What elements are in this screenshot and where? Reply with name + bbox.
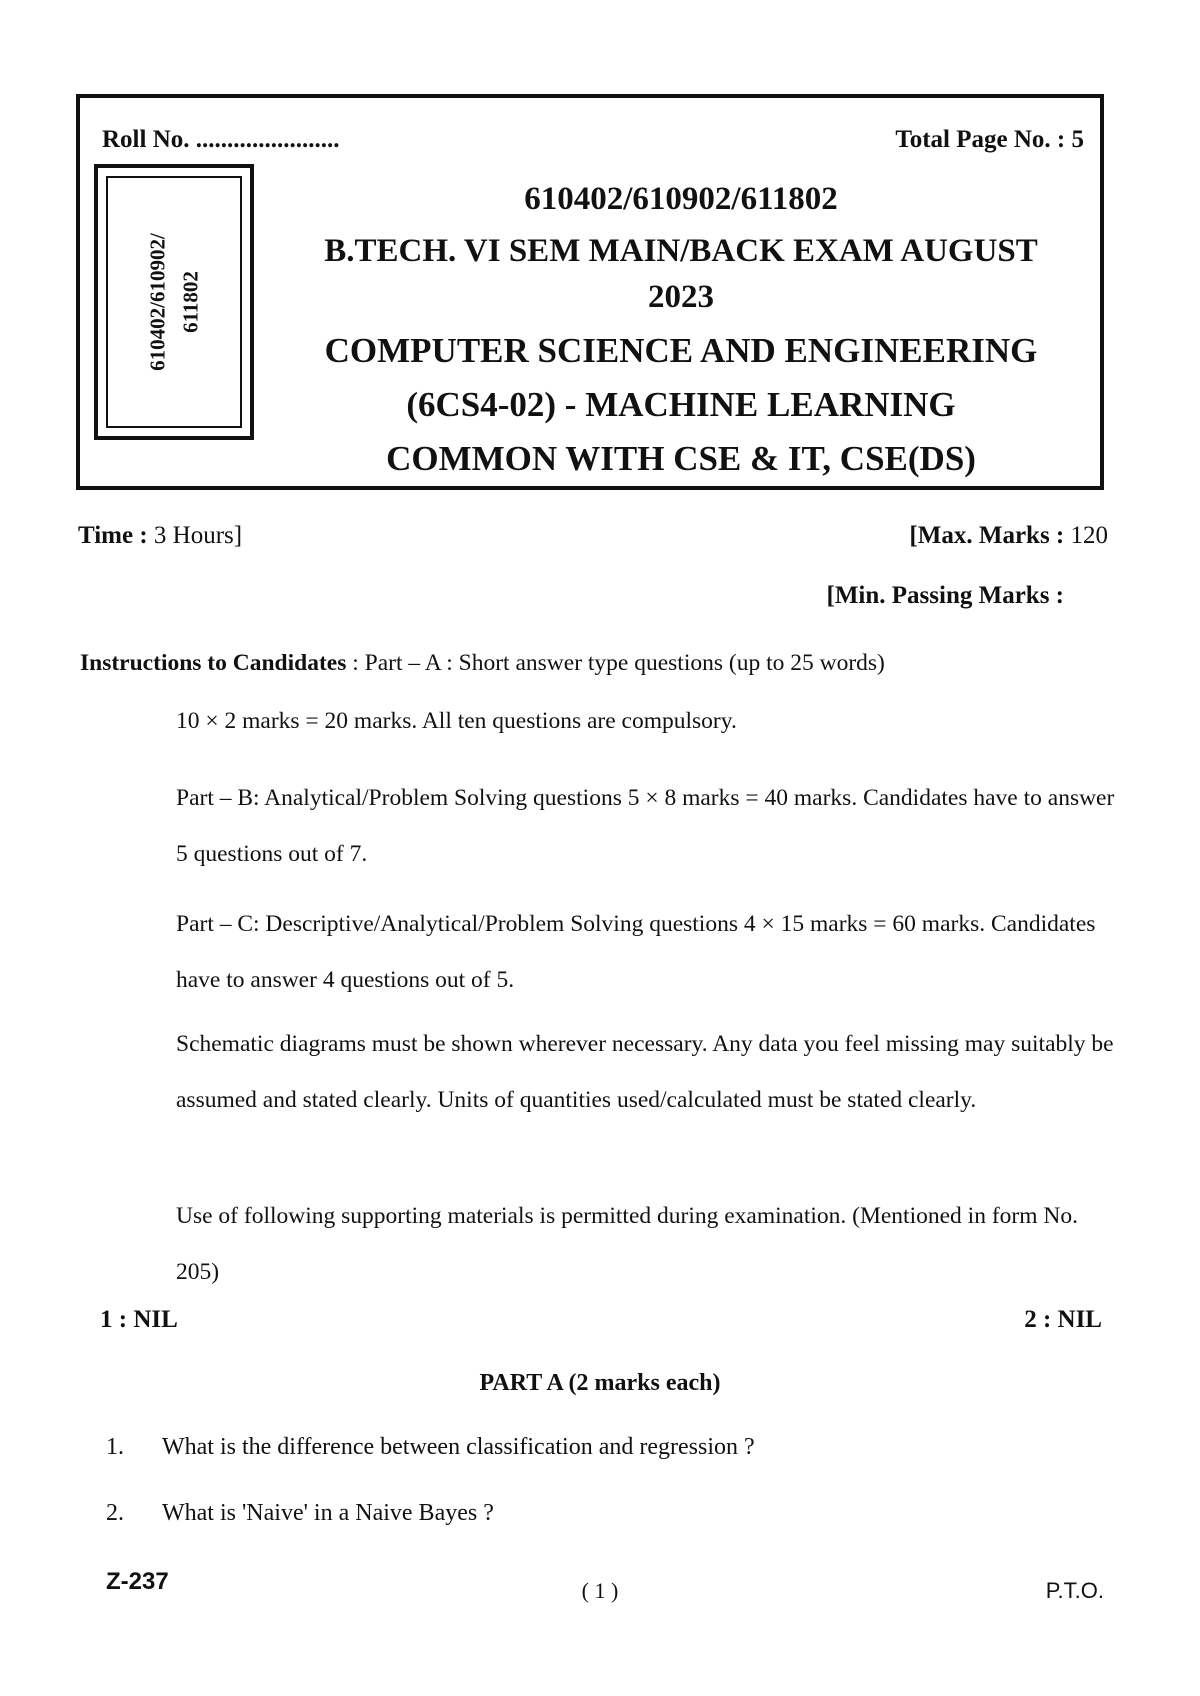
footer-pto: P.T.O. — [1045, 1578, 1104, 1603]
material-item-2: 2 : NIL — [1024, 1306, 1102, 1333]
instructions-part-a: : Part – A : Short answer type questions (up to 25 words) — [352, 650, 885, 676]
question-text: What is 'Naive' in a Naive Bayes ? — [162, 1500, 494, 1526]
part-a-heading: PART A (2 marks each) — [479, 1370, 721, 1396]
title-block — [270, 176, 1092, 486]
max-marks-label: [Max. Marks : — [909, 522, 1065, 549]
min-passing-marks: [Min. Passing Marks : — [826, 582, 1064, 609]
footer-page-number: ( 1 ) — [581, 1578, 619, 1603]
question-item — [106, 1500, 494, 1527]
instructions-part-b: Part – B: Analytical/Problem Solving questions 5 × 8 marks = 40 marks. Candidates have to answer 5 questions out of 7. — [176, 785, 1115, 867]
header-box — [76, 94, 1104, 490]
question-number: 2. — [106, 1500, 124, 1526]
max-marks — [909, 522, 1108, 550]
material-item-1: 1 : NIL — [100, 1306, 178, 1333]
side-code-line2: 611802 — [178, 271, 202, 333]
total-page-no: Total Page No. : 5 — [895, 126, 1084, 153]
side-code-box — [94, 164, 254, 440]
time-value: 3 Hours] — [153, 522, 243, 549]
side-code-line1: 610402/610902/ — [145, 233, 170, 371]
common-with: COMMON WITH CSE & IT, CSE(DS) — [386, 439, 976, 478]
max-marks-value: 120 — [1070, 522, 1108, 549]
instructions-part-a-cont: 10 × 2 marks = 20 marks. All ten questions are compulsory. — [176, 708, 737, 734]
branch-title: COMPUTER SCIENCE AND ENGINEERING — [324, 331, 1038, 370]
roll-no: Roll No. ....................... — [102, 126, 340, 153]
side-paper-code — [141, 233, 206, 371]
footer-paper-code: Z-237 — [106, 1568, 169, 1595]
paper-code: 610402/610902/611802 — [524, 181, 838, 217]
instructions-schematic: Schematic diagrams must be shown wherever necessary. Any data you feel missing may suitably be assumed and stated clearly. Units of quantities used/calculated must be stated clearly. — [176, 1031, 1114, 1113]
exam-title-line2: 2023 — [648, 279, 714, 315]
question-number: 1. — [106, 1434, 124, 1460]
instructions-part-c: Part – C: Descriptive/Analytical/Problem Solving questions 4 × 15 marks = 60 marks. Candidates have to answer 4 questions out of 5. — [176, 911, 1096, 993]
exam-title-line1: B.TECH. VI SEM MAIN/BACK EXAM AUGUST — [324, 233, 1038, 269]
subject-title: (6CS4-02) - MACHINE LEARNING — [406, 385, 956, 424]
time-label: Time : — [78, 522, 148, 549]
instructions-first-line — [80, 648, 1110, 678]
instructions-heading: Instructions to Candidates — [80, 650, 347, 676]
question-text: What is the difference between classification and regression ? — [162, 1434, 755, 1460]
time-duration — [78, 522, 242, 550]
instructions-materials: Use of following supporting materials is permitted during examination. (Mentioned in form No. 205) — [176, 1203, 1078, 1285]
question-item — [106, 1434, 755, 1461]
